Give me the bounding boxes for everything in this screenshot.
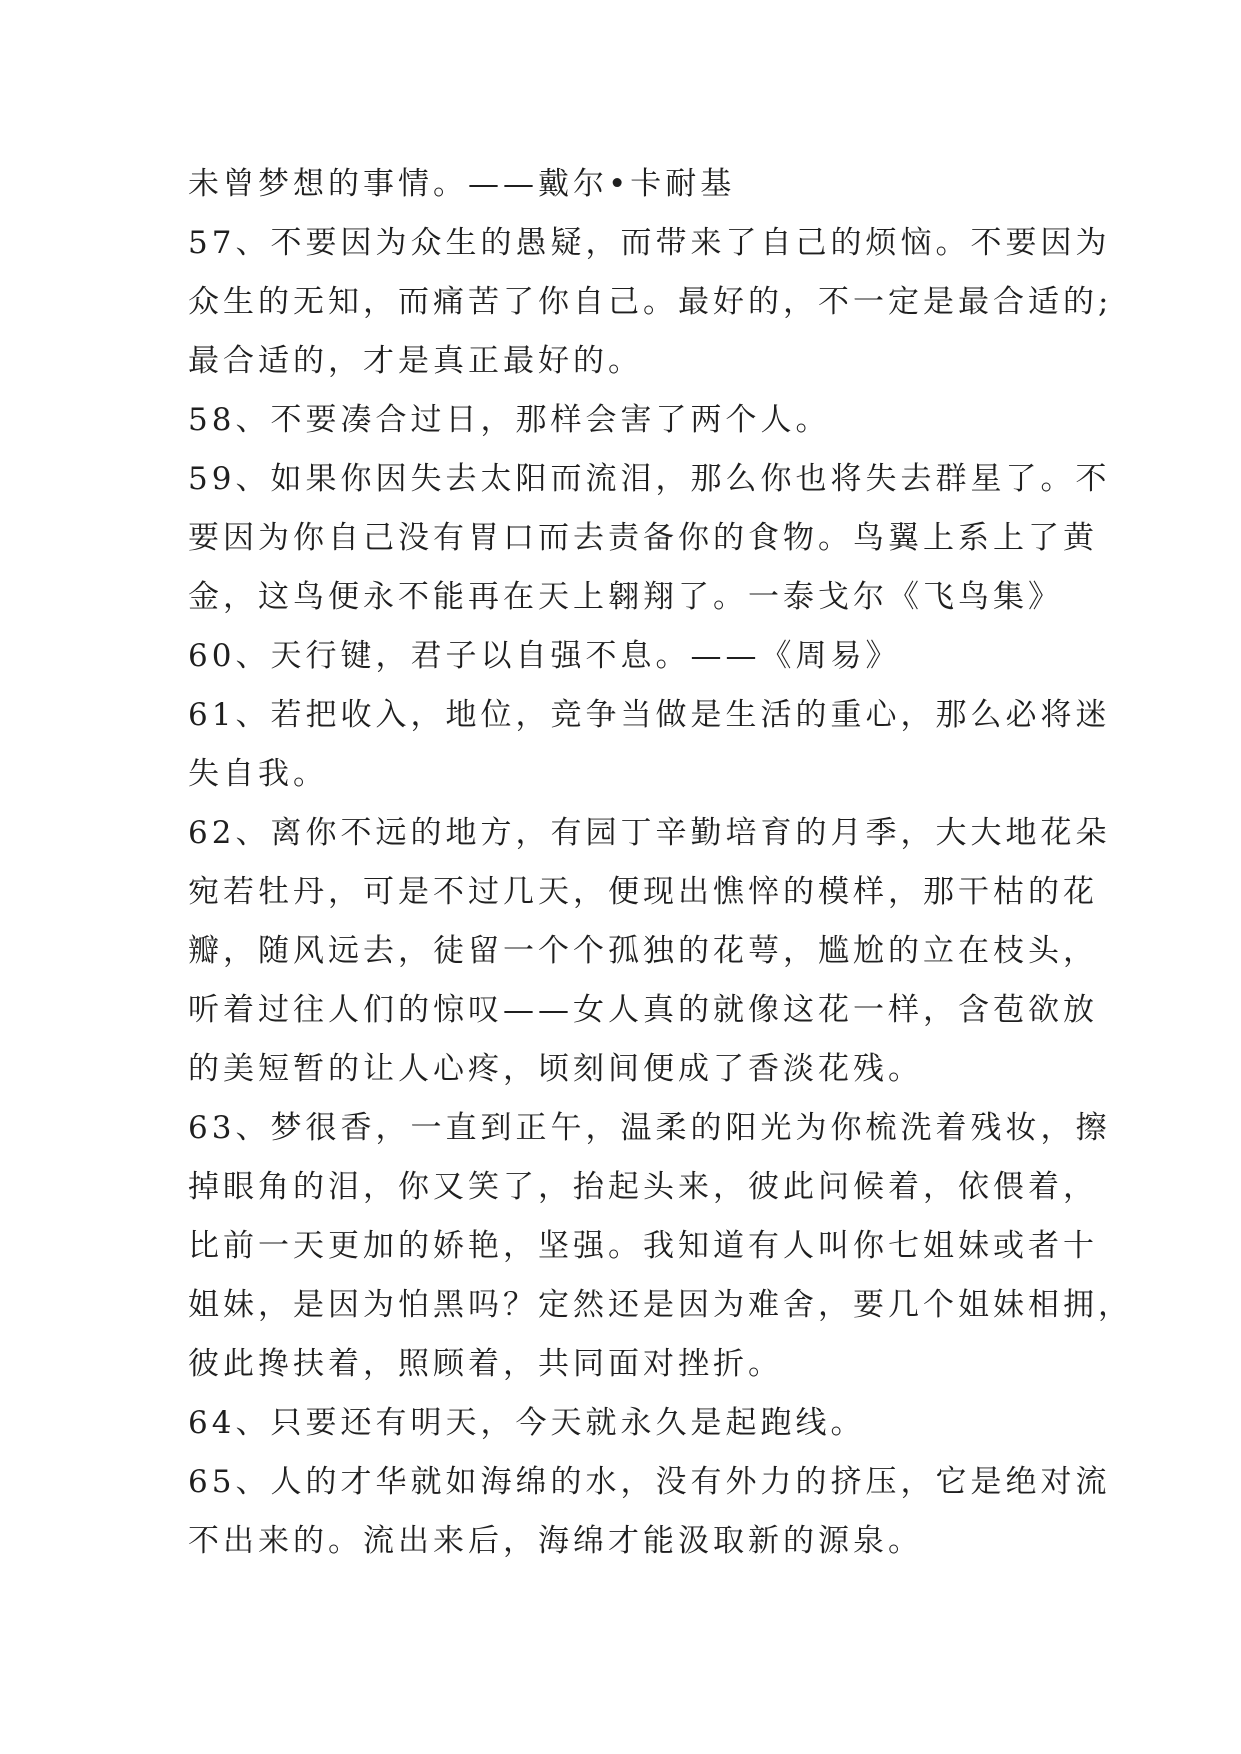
text-line: 不出来的。流出来后，海绵才能汲取新的源泉。	[188, 1523, 923, 1559]
text-line: 58、不要凑合过日，那样会害了两个人。	[188, 402, 831, 438]
text-line: 瓣，随风远去，徒留一个个孤独的花萼，尴尬的立在枝头，	[188, 933, 1098, 969]
document-body	[188, 155, 1133, 1571]
text-line: 要因为你自己没有胃口而去责备你的食物。鸟翼上系上了黄	[188, 520, 1098, 556]
text-line: 最合适的，才是真正最好的。	[188, 343, 643, 379]
text-line: 63、梦很香，一直到正午，温柔的阳光为你梳洗着残妆，擦	[188, 1110, 1111, 1146]
text-line: 宛若牡丹，可是不过几天，便现出憔悴的模样，那干枯的花	[188, 874, 1098, 910]
text-line: 的美短暂的让人心疼，顷刻间便成了香淡花残。	[188, 1051, 923, 1087]
text-line: 未曾梦想的事情。——戴尔•卡耐基	[188, 166, 736, 202]
text-line: 听着过往人们的惊叹——女人真的就像这花一样，含苞欲放	[188, 992, 1098, 1028]
text-line: 姐妹，是因为怕黑吗？定然还是因为难舍，要几个姐妹相拥，	[188, 1287, 1133, 1323]
text-line: 众生的无知，而痛苦了你自己。最好的，不一定是最合适的;	[188, 284, 1113, 320]
text-line: 失自我。	[188, 756, 328, 792]
text-line: 65、人的才华就如海绵的水，没有外力的挤压，它是绝对流	[188, 1464, 1111, 1500]
text-line: 60、天行键，君子以自强不息。——《周易》	[188, 638, 901, 674]
text-line: 金，这鸟便永不能再在天上翱翔了。一泰戈尔《飞鸟集》	[188, 579, 1063, 615]
text-line: 64、只要还有明天，今天就永久是起跑线。	[188, 1405, 866, 1441]
text-line: 掉眼角的泪，你又笑了，抬起头来，彼此问候着，依偎着，	[188, 1169, 1098, 1205]
text-line: 彼此搀扶着，照顾着，共同面对挫折。	[188, 1346, 783, 1382]
text-line: 比前一天更加的娇艳，坚强。我知道有人叫你七姐妹或者十	[188, 1228, 1098, 1264]
text-line: 57、不要因为众生的愚疑，而带来了自己的烦恼。不要因为	[188, 225, 1111, 261]
text-line: 62、离你不远的地方，有园丁辛勤培育的月季，大大地花朵	[188, 815, 1111, 851]
text-line: 59、如果你因失去太阳而流泪，那么你也将失去群星了。不	[188, 461, 1111, 497]
text-line: 61、若把收入，地位，竞争当做是生活的重心，那么必将迷	[188, 697, 1111, 733]
